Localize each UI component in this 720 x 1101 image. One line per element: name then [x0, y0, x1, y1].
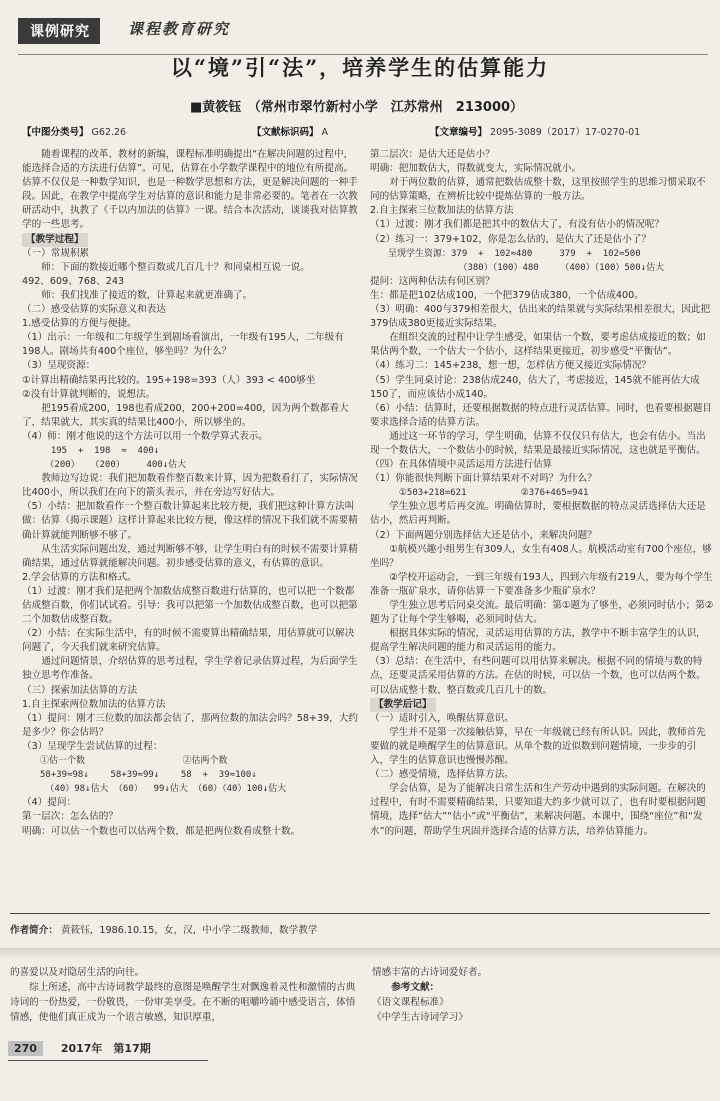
paragraph: 明确：把加数估大，得数就变大，实际情况就小。 — [370, 163, 582, 175]
article-number — [430, 124, 640, 138]
paragraph: （3）总结：在生活中，有些问题可以用估算来解决。根据不同的情境与数的特点，还要灵活采用估算的方法。在估的时候，可以估一个数，也可以估两个数。可以估成整十数、整百数或几百几十的数。 — [370, 656, 706, 696]
left-column — [22, 148, 360, 839]
num-value: 2095-3089（2017）17-0270-01 — [490, 127, 641, 138]
paragraph: （2）练习一：379+102，你是怎么估的，是估大了还是估小了？ — [370, 233, 652, 245]
paragraph: 提问：这两种估法有何区别？ — [370, 275, 495, 287]
calculation-line: ①估一个数 ②估两个数 — [40, 756, 228, 767]
issue-label: 2017年 第17期 — [60, 1042, 151, 1055]
section-heading: 【教学过程】 — [22, 233, 88, 247]
doc-code — [252, 124, 328, 138]
paragraph: 第一层次：怎么估的？ — [22, 811, 118, 823]
paragraph: （3）呈现资源： — [22, 360, 96, 372]
paragraph: （2）小结：在实际生活中，有的时候不需要算出精确结果，用估算就可以解决问题了，今天我们就来研究估算。 — [22, 628, 355, 654]
paragraph: 师：下面的数接近哪个整百数或几百几十？和同桌相互说一说。 — [41, 261, 310, 273]
paragraph: 随着课程的改革、教材的新编，课程标准明确提出“在解决问题的过程中，能选择合适的方法进行估算”。可见，估算在小学数学课程中的地位有所提高。估算不仅仅是一种数学知识，也是一种数学思想和方法，更是解决问题的一种手段。因此，在教学中提高学生对估算的意识和能力是非常必要的。笔者在一次教研活动中，执教了《千以内加法的估算》一课。结合本次活动，谈谈我对估算教学的一些思考。 — [22, 149, 358, 231]
paragraph: 通过问题情景，介绍估算的思考过程，学生学着记录估算过程，为后面学生独立思考作准备。 — [22, 656, 358, 682]
paragraph: （一）常规积累 — [22, 247, 90, 259]
page-fold-divider — [0, 948, 720, 960]
calculation-line: 195 + 198 ≈ 400↓ — [40, 445, 160, 456]
paragraph: 在组织交流的过程中让学生感受，如果估一个数，要考虑估成接近的数；如果估两个数，一个估大一个估小，这样结果更接近，初步感受“平衡估”。 — [370, 332, 706, 358]
paragraph: （5）学生同桌讨论：238估成240，估大了，考虑接近，145就不能再估大成150了，而应该估小成140。 — [370, 374, 700, 400]
doc-value: A — [321, 127, 329, 138]
class-value: G62.26 — [91, 127, 127, 138]
paragraph: 通过这一环节的学习，学生明确，估算不仅仅只有估大，也会有估小。当出现一个数估大，一个数估小的时候，结果是最接近实际情况，这也就是平衡估。 — [370, 430, 706, 456]
paragraph: （2）下面两题分别选择估大还是估小，来解决问题？ — [370, 529, 597, 541]
author-bio-text: 黄筱钰，1986.10.15，女，汉，中小学二级教师，数学教学 — [61, 925, 318, 936]
paragraph: 把195看成200，198也看成200，200+200=400，因为两个数都看大了，结果就大，其实真的结果比400小，所以够坐的。 — [22, 402, 349, 428]
paragraph: （4）练习二：145+238，想一想，怎样估方便又接近实际情况？ — [370, 360, 652, 372]
page-header — [0, 14, 720, 50]
calculation-line: （200） （200） 400↓估大 — [40, 460, 187, 471]
paragraph: （4）提问： — [22, 797, 77, 809]
calculation-line: ①503+218=621 ②376+465=941 — [388, 488, 589, 499]
paragraph: （1）你能很快判断下面计算结果对不对吗？为什么？ — [370, 473, 597, 485]
calculation-line: （380）（100）480 （400）（100）500↓估大 — [388, 262, 665, 273]
paragraph: ②学校开运动会，一到三年级有193人，四到六年级有219人，要为每个学生准备一瓶矿泉水，请你估算一下要准备多少瓶矿泉水？ — [370, 571, 713, 597]
paragraph: （二）感受情境，选择估算方法。 — [370, 769, 514, 781]
paragraph: （5）小结：把加数看作一个整百数计算起来比较方便，我们把这种计算方法叫做：估算（揭示课题）这样计算起来比较方便，像这样的情况下我们就不需要精确计算就能判断够不够了。 — [22, 501, 358, 541]
section-heading: 【教学后记】 — [370, 698, 436, 712]
paragraph: ①航模兴趣小组男生有309人，女生有408人。航模活动室有700个座位，够坐吗？ — [370, 543, 712, 569]
bottom-right-text — [372, 965, 712, 1025]
paragraph: （3）明确：400与379相差很大，估出来的结果就与实际结果相差很大，因此把379估成380更接近实际结果。 — [370, 304, 711, 330]
page-footer — [8, 1040, 151, 1056]
author-bio — [10, 913, 710, 936]
paragraph: 1.自主探索两位数加法的估算方法 — [22, 698, 166, 710]
paragraph: 教师边写边说：我们把加数看作整百数来计算，因为把数看打了，实际情况比400小，所以我们在向下的箭头表示，并在旁边写好估大。 — [22, 473, 358, 499]
calculation-line: （40）98↓估大 （60） 99↓估大 （60）（40）100↓估大 — [40, 784, 287, 795]
paragraph: （1）提问：刚才三位数的加法都会估了，那两位数的加法会吗？58+39，大约是多少？你会估吗？ — [22, 712, 358, 738]
bottom-left-text — [10, 965, 360, 1025]
paragraph: ①计算出精确结果再比较的。195+198=393（人）393 < 400够坐 — [22, 374, 316, 386]
class-number — [22, 124, 126, 138]
right-column — [370, 148, 715, 839]
paragraph: 生：都是把102估成100，一个把379估成380，一个估成400。 — [370, 289, 644, 301]
article-title: 以“境”引“法”，培养学生的估算能力 — [170, 55, 550, 80]
paragraph: 综上所述，高中古诗词教学最终的意图是唤醒学生对飘逸着灵性和激情的古典诗词的一份热爱，一份敬畏，一份审美享受。在不断的咀嚼吟诵中感受语言，体悟情感，使他们真正成为一个语言敏感，知识厚重， — [10, 982, 356, 1023]
paragraph: 明确：可以估一个数也可以估两个数，都是把两位数看成整十数。 — [22, 825, 301, 837]
author-bio-label: 作者简介： — [10, 925, 58, 936]
paragraph: 第二层次：是估大还是估小？ — [370, 149, 495, 160]
paragraph: （三）探索加法估算的方法 — [22, 684, 138, 696]
paragraph: 学会估算，是为了能解决日常生活和生产劳动中遇到的实际问题。在解决的过程中，有时不需要精确结果，只要知道大约多少就可以了，也有时要根据问题情境，选择“估大”“估小”或“平衡估”，来解决问题。本课中，围绕“座位”和“发水”的问题，帮助学生巩固并选择合适的估算方法，培养估算能力。 — [370, 783, 706, 837]
paragraph: 2.学会估算的方法和格式。 — [22, 571, 137, 583]
class-label: 【中图分类号】 — [22, 127, 89, 138]
paragraph: （3）呈现学生尝试估算的过程： — [22, 740, 163, 752]
paragraph: 师：我们找准了接近的数，计算起来就更准确了。 — [41, 289, 253, 301]
num-label: 【文章编号】 — [430, 127, 488, 138]
paragraph: 492、609、768、243 — [22, 275, 125, 287]
page-number: 270 — [8, 1041, 43, 1056]
paragraph: 学生独立思考后再交流。明确估算时，要根据数据的特点灵活选择估大还是估小，然后再判断。 — [370, 501, 706, 527]
journal-name: 课程教育研究 — [128, 20, 231, 38]
paragraph: 学生并不是第一次接触估算，早在一年级就已经有所认识。因此，教师首先要做的就是唤醒学生的估算意识。从单个数的近似数到问题情境，一步步的引入，学生的估算意识也慢慢苏醒。 — [370, 726, 706, 767]
calculation-line: 58+39≈98↓ 58+39≈99↓ 58 + 39≈100↓ — [40, 770, 257, 781]
author-line: ■黄筱钰 （常州市翠竹新村小学 江苏常州 213000） — [190, 100, 524, 115]
reference-item: 《中学生古诗词学习》 — [372, 1012, 468, 1023]
paragraph: （二）感受估算的实际意义和表达 — [22, 304, 166, 316]
paragraph: 学生独立思考后同桌交流。最后明确：第①题为了够坐，必须同时估小；第②题为了让每个学生够喝，必须同时估大。 — [370, 600, 714, 626]
reference-item: 《语文课程标准》 — [372, 997, 449, 1008]
paragraph: 2.自主探索三位数加法的估算方法 — [370, 205, 514, 217]
paragraph: 情感丰富的古诗词爱好者。 — [372, 967, 488, 978]
paragraph: （四）在具体情境中灵活运用方法进行估算 — [370, 459, 553, 471]
section-tag: 课例研究 — [18, 18, 100, 44]
paragraph: 对于两位数的估算，通常把数估成整十数，这里按照学生的思维习惯采取不同的估算策略，在辨析比较中提炼估算的一般方法。 — [370, 177, 706, 203]
paragraph: （4）师：刚才他说的这个方法可以用一个数学算式表示。 — [22, 430, 268, 442]
paragraph: 根据具体实际的情况，灵活运用估算的方法，教学中不断丰富学生的认识，提高学生解决问题的能力和灵活运用的能力。 — [370, 628, 706, 654]
paragraph: （1）过渡：刚才我们都是把其中的数估大了，有没有估小的情况呢？ — [370, 219, 664, 231]
paragraph: （1）过渡：刚才我们是把两个加数估成整百数进行估算的，也可以把一个数都估成整百数，你们试试看。引导：我可以把第一个加数估成整百数，也可以把第二个加数估成整百数。 — [22, 585, 358, 626]
paragraph: ②没有计算就判断的，说想法。 — [22, 388, 156, 400]
paragraph: 1.感受估算的方便与便捷。 — [22, 318, 137, 330]
footer-rule — [8, 1060, 208, 1061]
paragraph: 的喜爱以及对隐居生活的向往。 — [10, 967, 145, 978]
paragraph: （1）出示：一年级和二年级学生到剧场看演出，一年级有195人，二年级有198人。剧场共有400个座位，够坐吗？为什么？ — [22, 332, 344, 358]
paragraph: （6）小结：估算时，还要根据数据的特点进行灵活估算。同时，也看要根据题目要求选择合适的估算方法。 — [370, 402, 712, 428]
paragraph: 从生活实际问题出发，通过判断够不够，让学生明白有的时候不需要计算精确结果，通过估算就能解决问题。初步感受估算的意义，有估算的意识。 — [22, 543, 358, 569]
paragraph: （一）适时引入，唤醒估算意识。 — [370, 712, 514, 724]
doc-label: 【文献标识码】 — [252, 127, 319, 138]
references-title: 参考文献： — [391, 982, 440, 993]
calculation-line: 呈现学生资源：379 + 102≈480 379 + 102≈500 — [388, 248, 641, 259]
